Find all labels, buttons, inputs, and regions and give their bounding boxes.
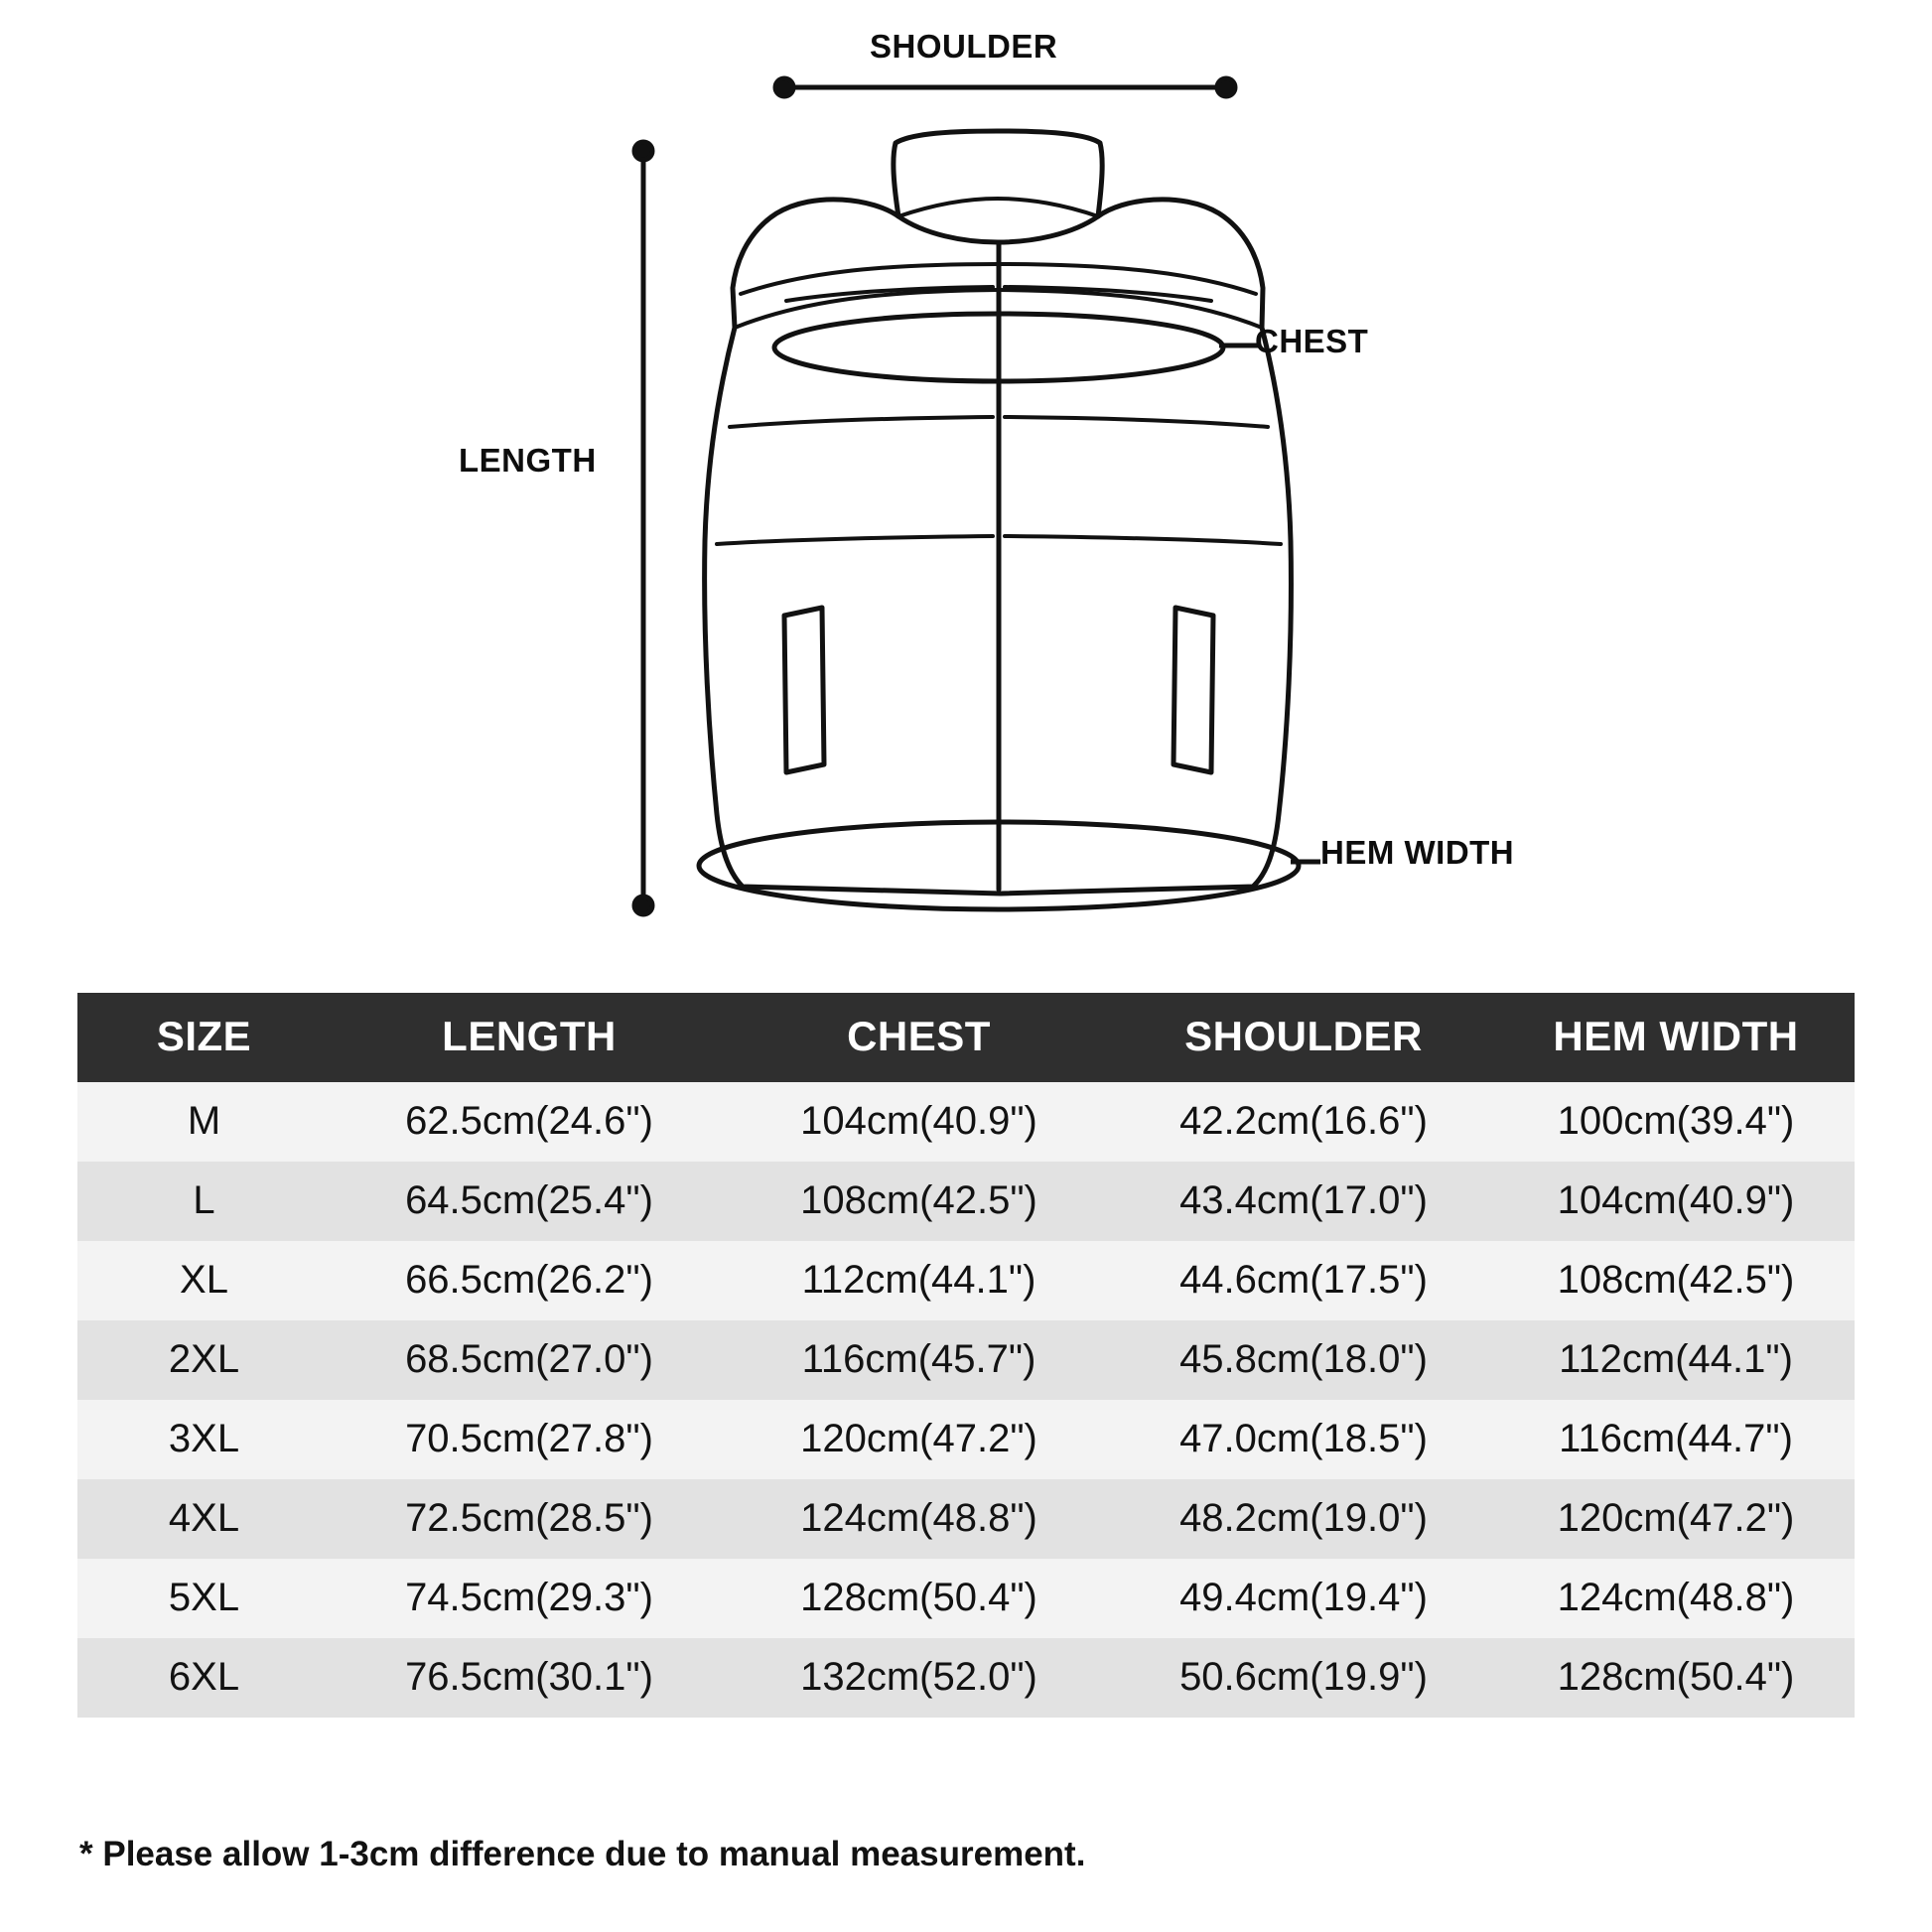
column-header-size: SIZE <box>77 993 331 1082</box>
hem-width-label: HEM WIDTH <box>1320 834 1515 871</box>
cell-chest: 124cm(48.8") <box>728 1479 1110 1559</box>
cell-size: 5XL <box>77 1559 331 1638</box>
cell-chest: 108cm(42.5") <box>728 1162 1110 1241</box>
column-header-shoulder: SHOULDER <box>1110 993 1497 1082</box>
cell-length: 68.5cm(27.0") <box>331 1320 728 1400</box>
cell-hem-width: 124cm(48.8") <box>1497 1559 1855 1638</box>
cell-shoulder: 49.4cm(19.4") <box>1110 1559 1497 1638</box>
cell-chest: 116cm(45.7") <box>728 1320 1110 1400</box>
cell-hem-width: 108cm(42.5") <box>1497 1241 1855 1320</box>
cell-size: 6XL <box>77 1638 331 1718</box>
cell-size: 4XL <box>77 1479 331 1559</box>
cell-shoulder: 45.8cm(18.0") <box>1110 1320 1497 1400</box>
length-dimension-arrow <box>634 142 652 914</box>
cell-hem-width: 100cm(39.4") <box>1497 1082 1855 1162</box>
cell-chest: 120cm(47.2") <box>728 1400 1110 1479</box>
column-header-chest: CHEST <box>728 993 1110 1082</box>
chest-label: CHEST <box>1255 323 1369 359</box>
table-body <box>77 1082 1855 1718</box>
cell-shoulder: 47.0cm(18.5") <box>1110 1400 1497 1479</box>
table-row <box>77 1400 1855 1479</box>
column-header-length: LENGTH <box>331 993 728 1082</box>
size-table <box>77 993 1855 1718</box>
cell-length: 62.5cm(24.6") <box>331 1082 728 1162</box>
cell-size: L <box>77 1162 331 1241</box>
shoulder-label: SHOULDER <box>870 28 1058 65</box>
table-row <box>77 1241 1855 1320</box>
cell-length: 76.5cm(30.1") <box>331 1638 728 1718</box>
table-row <box>77 1559 1855 1638</box>
cell-length: 72.5cm(28.5") <box>331 1479 728 1559</box>
cell-length: 74.5cm(29.3") <box>331 1559 728 1638</box>
cell-hem-width: 116cm(44.7") <box>1497 1400 1855 1479</box>
cell-hem-width: 120cm(47.2") <box>1497 1479 1855 1559</box>
cell-chest: 104cm(40.9") <box>728 1082 1110 1162</box>
cell-length: 64.5cm(25.4") <box>331 1162 728 1241</box>
table-row <box>77 1479 1855 1559</box>
shoulder-dimension-arrow <box>775 78 1235 96</box>
cell-size: M <box>77 1082 331 1162</box>
cell-shoulder: 48.2cm(19.0") <box>1110 1479 1497 1559</box>
cell-size: XL <box>77 1241 331 1320</box>
table-row <box>77 1320 1855 1400</box>
cell-shoulder: 43.4cm(17.0") <box>1110 1162 1497 1241</box>
table-row <box>77 1638 1855 1718</box>
cell-hem-width: 128cm(50.4") <box>1497 1638 1855 1718</box>
cell-length: 70.5cm(27.8") <box>331 1400 728 1479</box>
header-row <box>77 993 1855 1082</box>
cell-shoulder: 50.6cm(19.9") <box>1110 1638 1497 1718</box>
table-row <box>77 1082 1855 1162</box>
cell-hem-width: 104cm(40.9") <box>1497 1162 1855 1241</box>
cell-chest: 128cm(50.4") <box>728 1559 1110 1638</box>
cell-size: 3XL <box>77 1400 331 1479</box>
cell-size: 2XL <box>77 1320 331 1400</box>
measurement-disclaimer: * Please allow 1-3cm difference due to manual measurement. <box>79 1835 1086 1873</box>
cell-length: 66.5cm(26.2") <box>331 1241 728 1320</box>
cell-hem-width: 112cm(44.1") <box>1497 1320 1855 1400</box>
cell-chest: 132cm(52.0") <box>728 1638 1110 1718</box>
column-header-hem-width: HEM WIDTH <box>1497 993 1855 1082</box>
cell-shoulder: 42.2cm(16.6") <box>1110 1082 1497 1162</box>
cell-shoulder: 44.6cm(17.5") <box>1110 1241 1497 1320</box>
cell-chest: 112cm(44.1") <box>728 1241 1110 1320</box>
length-label: LENGTH <box>459 442 597 479</box>
table-header <box>77 993 1855 1082</box>
table-row <box>77 1162 1855 1241</box>
size-table-container <box>77 993 1855 1718</box>
